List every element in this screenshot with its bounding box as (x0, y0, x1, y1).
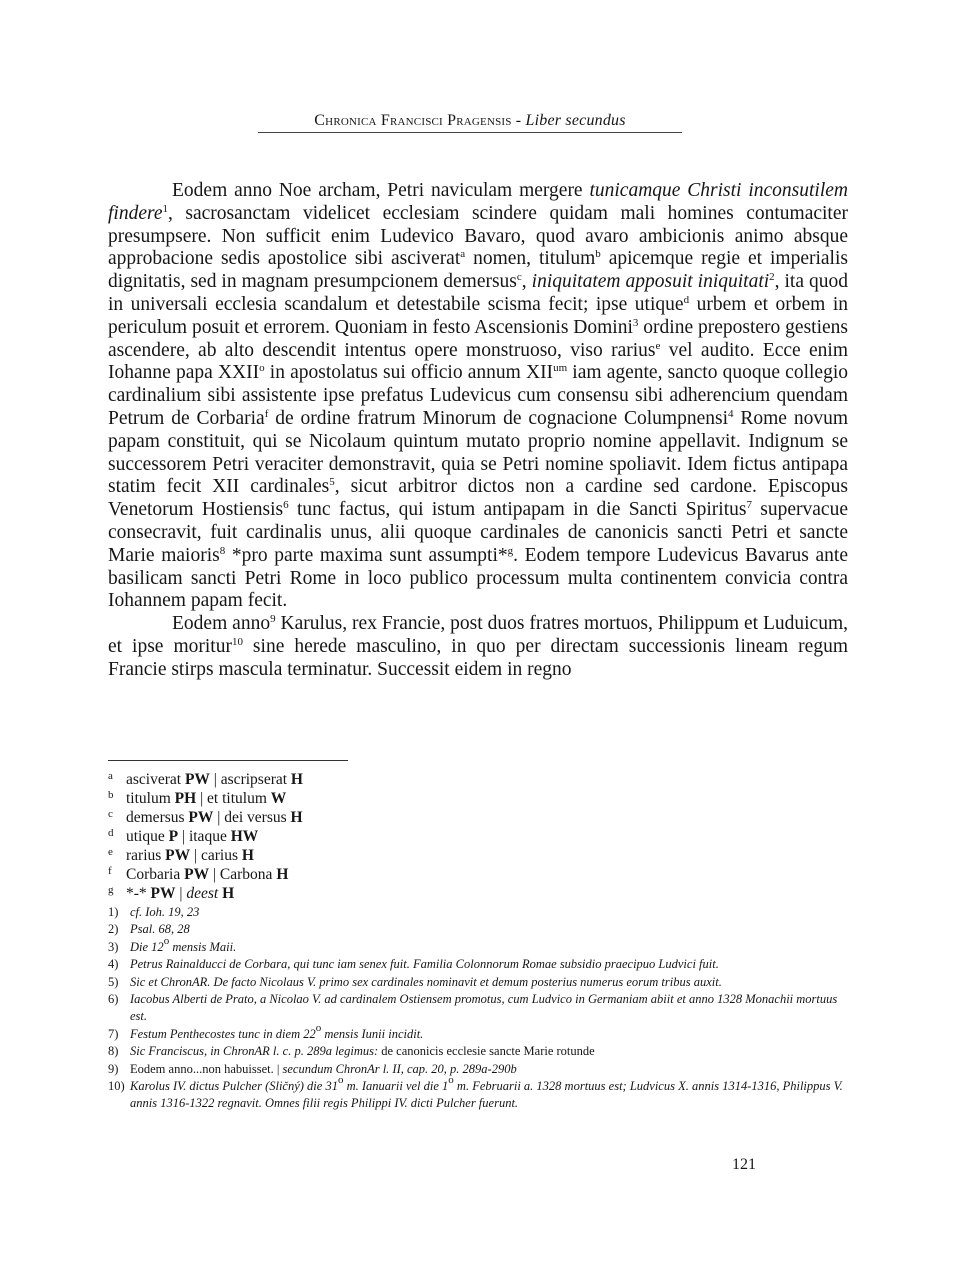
italic-run: Sic et ChronAR. De facto Nicolaus V. primo sex cardinales nominavit et demum posterius numerus eorum tribus auxit. (130, 974, 722, 989)
siglum: PW (150, 885, 176, 902)
apparatus-text (126, 789, 286, 808)
footnote (108, 1043, 848, 1060)
text-run: , sicut arbitror dictos non a cardine sed cardone. Episcopus Venetorum Hostiensis (108, 476, 848, 521)
note-marker: b (595, 248, 601, 261)
note-marker: o (315, 1021, 322, 1034)
italic-run: m. Ianuarii vel die 1 (343, 1079, 449, 1094)
note-marker: 8 (219, 544, 226, 557)
footnote-text (130, 991, 848, 1026)
siglum: H (222, 885, 235, 902)
footnote-number: 7) (108, 1026, 119, 1041)
siglum: W (270, 790, 287, 807)
italic-run: iniquitatem apposuit iniquitati (531, 271, 770, 293)
text-run: | itaque (178, 828, 231, 845)
apparatus-entry (108, 770, 848, 789)
footnote (108, 1021, 848, 1043)
siglum: PW (165, 847, 191, 864)
italic-run: Festum Penthecostes tunc in diem 22 (130, 1026, 316, 1041)
text-run: Corbaria (126, 866, 185, 883)
siglum: PH (174, 790, 197, 807)
apparatus-mark: b (108, 789, 114, 801)
text-run: , sacrosanctam videlicet ecclesiam scindere quidam mali homines contumaciter presumpsere. Non sufficit enim Ludevico Bavaro, quod avaro ambicionis animo absque approbacione sedis apostolice sibi asciverat (108, 202, 848, 270)
note-marker: g (507, 544, 514, 557)
footnote-text (130, 904, 848, 921)
note-marker: c (516, 271, 522, 284)
note-marker: 7 (746, 499, 752, 512)
apparatus-mark: f (108, 865, 112, 877)
note-marker: o (163, 934, 170, 947)
footnote-number: 10) (108, 1079, 125, 1094)
italic-run: Karolus IV. dictus Pulcher (Sličný) die 31 (130, 1079, 338, 1094)
italic-run: Petrus Rainalducci de Corbara, qui tunc iam senex fuit. Familia Colonnorum Romae subsidio praecipuo Ludvici fuit. (130, 957, 719, 972)
footnote-text (130, 1061, 848, 1078)
text-run: urbem et orbem in periculum posuit et errorem. Quoniam in festo Ascensionis Domini (108, 293, 849, 338)
text-run: | carius (190, 847, 242, 864)
italic-run: cf. Ioh. 19, 23 (130, 905, 200, 919)
apparatus-text (126, 865, 288, 884)
text-run: *pro parte maxima sunt assumpti* (225, 544, 508, 566)
apparatus-entry (108, 789, 848, 808)
apparatus-entry (108, 884, 848, 903)
footnote-number: 5) (108, 974, 119, 989)
footnote-text (130, 1021, 848, 1043)
apparatus-entry (108, 808, 848, 827)
italic-run: secundum ChronAr l. II, cap. 20, p. 289a-290b (282, 1061, 517, 1076)
italic-run: tunicamque Christi inconsutilem findere (108, 180, 848, 224)
note-marker: f (264, 407, 269, 420)
footnote-text (130, 934, 848, 956)
text-run: ordine prepostero gestiens ascendere, ab alto descendit intentus opere monstruoso, viso rarius (108, 316, 848, 361)
apparatus-text (126, 770, 303, 789)
apparatus-text (126, 827, 258, 846)
apparatus-mark: d (108, 827, 114, 839)
footnote (108, 956, 848, 973)
apparatus-text (126, 846, 254, 865)
text-run: supervacue consecravit, fuit cardinalis unus, alii quoque cardinales de canonicis sancti Petri et sancte Marie maioris (108, 499, 848, 566)
text-run: Karulus, rex Francie, post duos fratres mortuos, Philippum et Luduicum, et ipse moritur (108, 613, 848, 657)
text-run: | (175, 885, 187, 902)
footnote-number: 6) (108, 992, 119, 1007)
text-run: nomen, titulum (465, 248, 596, 270)
text-run: iam agente, sancto quoque collegio cardinalium sibi assistente ipse prefatus Ludevicus cum consensu sibi adherencium quendam Petrum de Corbaria (108, 362, 848, 429)
text-run: *-* (126, 885, 151, 902)
italic-run: Sic Franciscus, in ChronAR l. c. p. 289a legimus: (130, 1044, 379, 1059)
text-run: Eodem anno...non habuisset. | (130, 1061, 283, 1076)
paragraph-2 (108, 613, 848, 681)
siglum: HW (230, 828, 259, 845)
siglum: P (168, 828, 179, 845)
footnote-number: 2) (108, 922, 119, 937)
footnote-number: 1) (108, 905, 119, 919)
footnote-number: 3) (108, 939, 119, 954)
paragraph-1 (108, 180, 848, 613)
footnote-rule (108, 760, 348, 761)
italic-run: Iacobus Alberti de Prato, a Nicolao V. ad cardinalem Ostiensem promotus, cum Ludvico in Germaniam abiit et anno 1328 Monachii mortuus est. (130, 992, 838, 1024)
siglum: H (290, 809, 303, 826)
note-marker: um (553, 362, 568, 375)
note-marker: 9 (270, 613, 276, 626)
footnote-text (130, 1043, 848, 1060)
italic-run: deest (186, 885, 219, 902)
italic-run: Psal. 68, 28 (130, 922, 190, 937)
critical-apparatus (108, 770, 848, 903)
text-run: | Carbona (209, 866, 277, 883)
text-run: rarius (126, 847, 166, 864)
text-run: , (521, 271, 532, 293)
note-marker: 10 (231, 635, 243, 648)
text-run: de ordine fratrum Minorum de cognacione Columpnensi (268, 407, 729, 429)
siglum: PW (184, 771, 210, 788)
apparatus-text (126, 808, 303, 827)
text-run: de canonicis ecclesie sancte Marie rotunde (378, 1044, 595, 1059)
main-text (108, 180, 848, 682)
footnote (108, 1074, 848, 1113)
footnote-text (130, 974, 848, 991)
note-marker: o (337, 1074, 344, 1087)
header-separator: - (511, 112, 526, 129)
note-marker: 6 (283, 499, 289, 512)
header-book: Liber secundus (525, 112, 626, 129)
apparatus-entry (108, 846, 848, 865)
note-marker: 5 (329, 476, 335, 489)
text-run: Rome novum papam constituit, qui se Nicolaum quintum mutato proprio nomine appellavit. Indignum se successorem Petri veraciter demonstravit, quia se Petri nomine spoliavit. Idem fictus antipapa statim fecit XII cardinales (108, 407, 848, 498)
text-run: Eodem anno Noe archam, Petri naviculam mergere (172, 180, 590, 201)
header-title: Chronica Francisci Pragensis (314, 112, 512, 129)
footnotes (108, 904, 848, 1113)
text-run: apicemque regie et imperialis dignitatis, sed in magnam presumpcionem demersus (108, 248, 848, 293)
text-run: vel audito. Ecce enim Iohanne papa XXII (108, 339, 848, 384)
footnote-number: 8) (108, 1044, 119, 1059)
footnote-number: 9) (108, 1061, 119, 1076)
footnote-number: 4) (108, 957, 119, 972)
text-run: asciverat (126, 771, 185, 788)
italic-run: mensis Maii. (169, 939, 237, 954)
text-run: in apostolatus sui officio annum XII (264, 362, 554, 384)
note-marker: o (448, 1074, 454, 1087)
footnote (108, 921, 848, 938)
footnote-text (130, 921, 848, 938)
italic-run: m. Februarii a. 1328 mortuus est; Ludvicus X. annis 1314-1316, Philippus V. annis 1316-1322 regnavit. Omnes filii regis Philippi IV. dicti Pulcher fuerunt. (130, 1079, 843, 1111)
apparatus-mark: c (108, 808, 113, 820)
note-marker: a (460, 248, 466, 261)
footnote-text (130, 956, 848, 973)
text-run: tunc factus, qui istum antipapam in die Sancti Spiritus (288, 499, 747, 521)
text-run: Eodem anno (172, 613, 271, 635)
siglum: H (241, 847, 254, 864)
footnote (108, 974, 848, 991)
footnote (108, 904, 848, 921)
page-number: 121 (732, 1156, 756, 1173)
note-marker: o (259, 362, 265, 375)
apparatus-mark: e (108, 846, 113, 858)
text-run: titulum (126, 790, 175, 807)
footnote (108, 991, 848, 1026)
running-header (258, 110, 682, 133)
note-marker: 2 (769, 271, 775, 284)
note-marker: 1 (162, 202, 169, 215)
text-run: | ascripserat (209, 771, 291, 788)
siglum: H (290, 771, 303, 788)
siglum: PW (184, 866, 210, 883)
siglum: PW (188, 809, 214, 826)
apparatus-mark: g (108, 884, 114, 896)
italic-run: mensis Iunii incidit. (321, 1026, 424, 1041)
italic-run: Die 12 (130, 939, 164, 954)
siglum: H (276, 866, 289, 883)
text-run: | dei versus (213, 809, 291, 826)
footnote (108, 934, 848, 956)
note-marker: e (655, 339, 661, 352)
apparatus-mark: a (108, 770, 113, 782)
apparatus-entry (108, 865, 848, 884)
footnote (108, 1061, 848, 1078)
text-run: . Eodem tempore Ludevicus Bavarus ante basilicam sancti Petri Rome in loco publico processum multa continentem convicia contra Iohannem papam fecit. (108, 544, 849, 612)
footnote-text (130, 1074, 848, 1113)
text-run: utique (126, 828, 169, 845)
apparatus-entry (108, 827, 848, 846)
text-run: sine herede masculino, in quo per directam successionis lineam regum Francie stirps mascula terminatur. Successit eidem in regno (108, 635, 848, 680)
text-run: | et titulum (196, 790, 271, 807)
note-marker: 3 (632, 316, 639, 329)
text-run: demersus (126, 809, 189, 826)
text-run: , ita quod in universali ecclesia scandalum et detestabile scisma fecit; ipse utique (108, 271, 848, 315)
apparatus-text (126, 884, 234, 903)
note-marker: d (683, 293, 690, 306)
note-marker: 4 (728, 407, 734, 420)
